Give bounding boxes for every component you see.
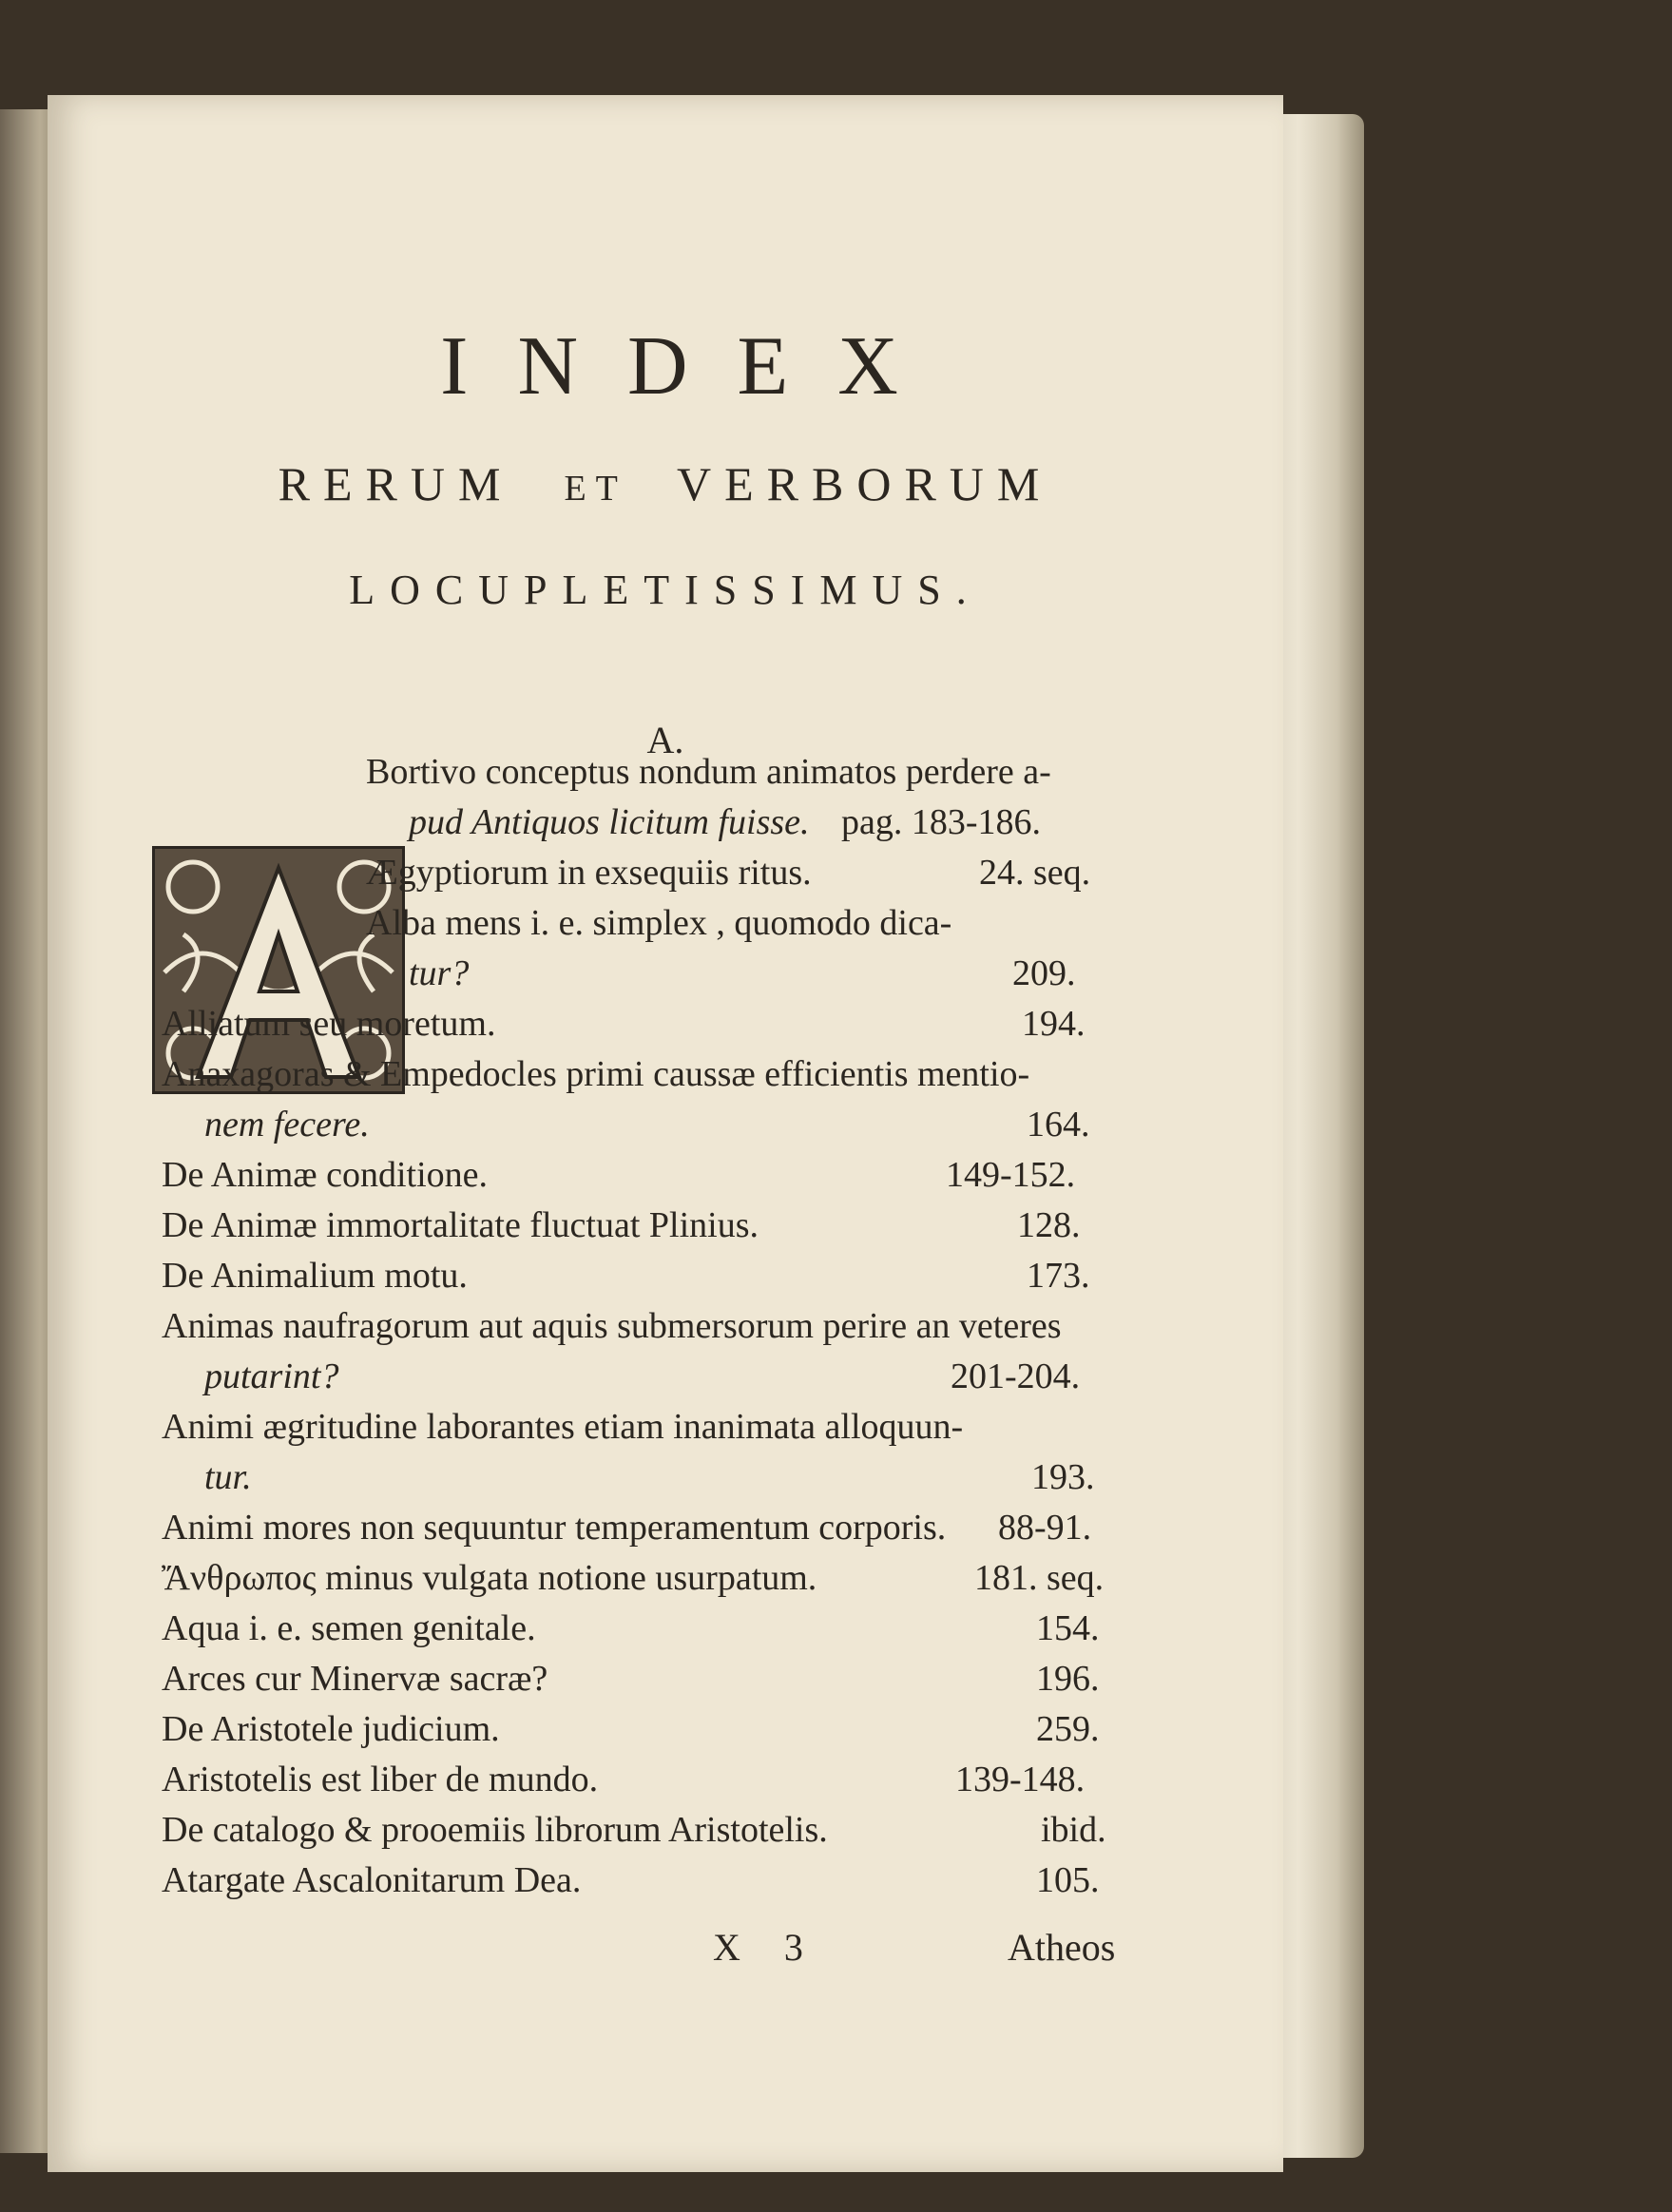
page-ref: 154. — [1036, 1608, 1100, 1648]
list-item: Aqua i. e. semen genitale. — [162, 1608, 536, 1648]
list-item: putarint? — [204, 1356, 339, 1396]
list-item: De Animæ conditione. — [162, 1155, 489, 1195]
list-item: Ἄνθρωπος minus vulgata notione usurpatum. — [162, 1558, 817, 1598]
page-ref: pag. 183-186. — [841, 802, 1042, 842]
list-item: Animas naufragorum aut aquis submersorum perire an veteres — [162, 1306, 1062, 1346]
list-item: De Aristotele judicium. — [162, 1709, 500, 1749]
list-item: Animi mores non sequuntur temperamentum corporis. — [162, 1508, 947, 1548]
page-ref: 24. seq. — [979, 853, 1091, 893]
page-ref: 128. — [1017, 1205, 1081, 1245]
subtitle-rerum: RERUM — [278, 457, 514, 510]
page-ref: 173. — [1027, 1256, 1090, 1296]
section-letter: A. — [646, 719, 684, 761]
list-item: De catalogo & prooemiis librorum Aristotelis. — [162, 1810, 828, 1850]
subtitle-et: ET — [564, 469, 627, 509]
signature-mark: X 3 — [713, 1926, 820, 1969]
list-item: Bortivo conceptus nondum animatos perdere a- — [366, 752, 1051, 792]
list-item: tur? — [409, 953, 470, 993]
page-ref: 193. — [1031, 1457, 1095, 1497]
list-item: Animi ægritudine laborantes etiam inanimata alloquun- — [162, 1407, 964, 1447]
page-ref: ibid. — [1041, 1810, 1106, 1850]
page-ref: 105. — [1036, 1860, 1100, 1900]
page-ref: 259. — [1036, 1709, 1100, 1749]
list-item: Alliatum seu moretum. — [162, 1004, 496, 1044]
subtitle-verborum: VERBORUM — [676, 457, 1053, 510]
page-ref: 196. — [1036, 1659, 1100, 1699]
index-title: INDEX — [440, 320, 948, 413]
page-ref: 209. — [1012, 953, 1076, 993]
list-item: pud Antiquos licitum fuisse. — [409, 802, 810, 842]
list-item: Atargate Ascalonitarum Dea. — [162, 1860, 582, 1900]
list-item: Anaxagoras & Empedocles primi caussæ efficientis mentio- — [162, 1054, 1030, 1094]
index-subtitle — [48, 456, 1283, 511]
page-ref: 139-148. — [955, 1760, 1086, 1799]
catchword: Atheos — [1008, 1926, 1116, 1969]
list-item: De Animæ immortalitate fluctuat Plinius. — [162, 1205, 759, 1245]
list-item: Arces cur Minervæ sacræ? — [162, 1659, 548, 1699]
list-item: Alba mens i. e. simplex , quomodo dica- — [366, 903, 952, 943]
page-ref: 194. — [1022, 1004, 1086, 1044]
list-item: Ægyptiorum in exsequiis ritus. — [366, 853, 812, 893]
list-item: De Animalium motu. — [162, 1256, 468, 1296]
page-ref: 181. seq. — [974, 1558, 1105, 1598]
page-ref: 149-152. — [946, 1155, 1076, 1195]
page-ref: 201-204. — [951, 1356, 1081, 1396]
index-subtitle-2: LOCUPLETISSIMUS. — [349, 567, 982, 613]
page-ref: 164. — [1027, 1105, 1090, 1144]
list-item: nem fecere. — [204, 1105, 370, 1144]
list-item: Aristotelis est liber de mundo. — [162, 1760, 599, 1799]
list-item: tur. — [204, 1457, 252, 1497]
page-ref: 88-91. — [998, 1508, 1092, 1548]
